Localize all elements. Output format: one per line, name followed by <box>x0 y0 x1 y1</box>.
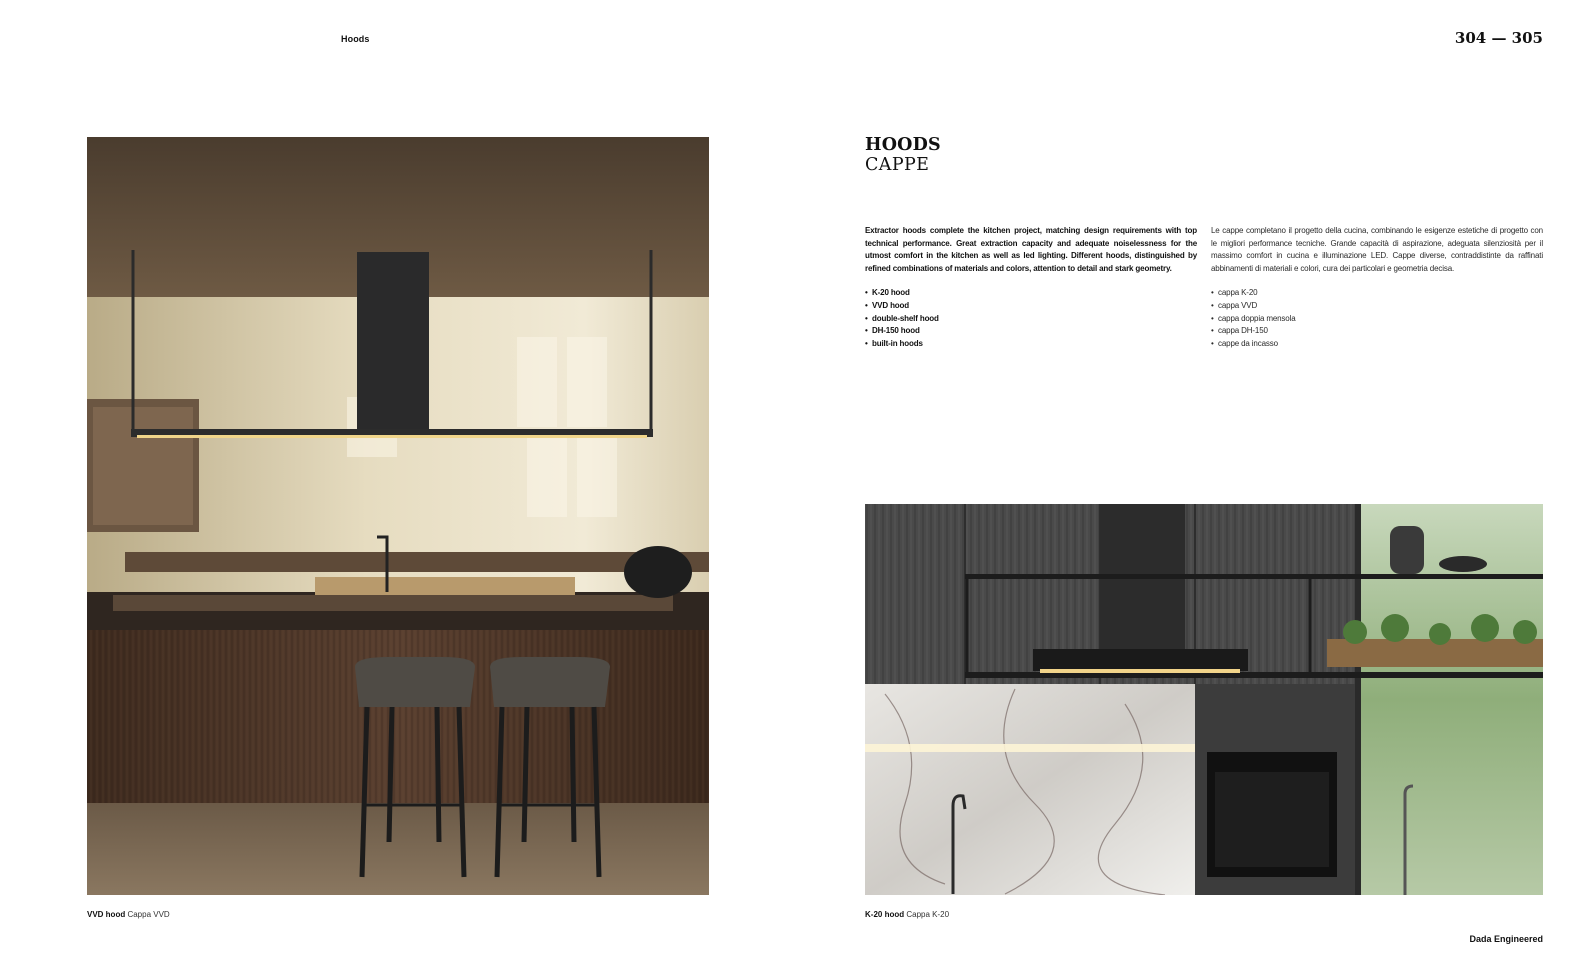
k20-hood-photo <box>865 504 1543 895</box>
brand-footer: Dada Engineered <box>1469 934 1543 944</box>
page-numbers: 304 — 305 <box>1454 29 1543 47</box>
section-label: Hoods <box>341 34 370 44</box>
caption-vvd <box>87 910 170 919</box>
title-english: HOODS <box>865 135 941 155</box>
list-item: • built-in hoods <box>865 338 1197 351</box>
body-english <box>865 225 1197 350</box>
vvd-hood-photo <box>87 137 709 895</box>
list-item: • cappa VVD <box>1211 300 1543 313</box>
page-title <box>865 135 941 175</box>
caption-k20 <box>865 910 949 919</box>
list-item: • cappe da incasso <box>1211 338 1543 351</box>
paragraph-english: Extractor hoods complete the kitchen project, matching design requirements with top technical performance. Great extraction capacity and adequate noiselessness for the utmost comfort in the kitchen as well as led lighting. Different hoods, distinguished by refined combinations of materials and colors, attention to detail and stark geometry. <box>865 226 1197 273</box>
list-english <box>865 287 1197 350</box>
list-italian <box>1211 287 1543 350</box>
list-item: • cappa K-20 <box>1211 287 1543 300</box>
list-item: • VVD hood <box>865 300 1197 313</box>
list-item: • cappa DH-150 <box>1211 325 1543 338</box>
list-item: • cappa doppia mensola <box>1211 313 1543 326</box>
caption-vvd-italian: Cappa VVD <box>127 910 170 919</box>
caption-k20-italian: Cappa K-20 <box>906 910 950 919</box>
title-italian: CAPPE <box>865 155 930 175</box>
body-italian <box>1211 225 1543 350</box>
paragraph-italian: Le cappe completano il progetto della cucina, combinando le esigenze estetiche di progetto con le migliori performance tecniche. Grande capacità di aspirazione, adeguata silenziosità per il massimo comfort in cucina e illuminazione LED. Cappe diverse, contraddistinte da raffinati abbinamenti di materiali e colori, cura dei particolari e geometria decisa. <box>1211 226 1543 273</box>
caption-vvd-bold: VVD hood <box>87 910 126 919</box>
caption-k20-bold: K-20 hood <box>865 910 905 919</box>
list-item: • K-20 hood <box>865 287 1197 300</box>
list-item: • DH-150 hood <box>865 325 1197 338</box>
list-item: • double-shelf hood <box>865 313 1197 326</box>
